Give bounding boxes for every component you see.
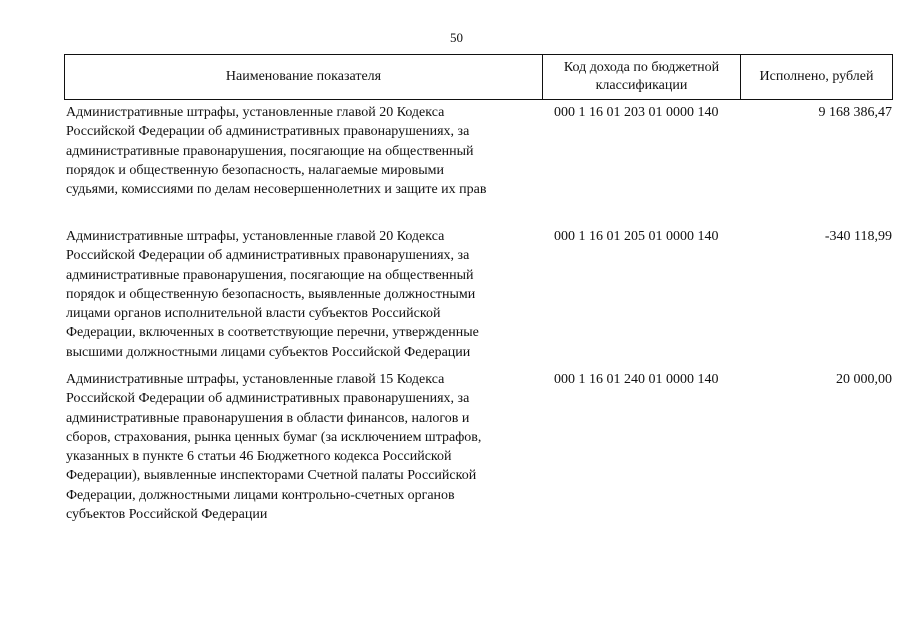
- row-name-line: лицами органов исполнительной власти субъектов Российской: [66, 306, 441, 322]
- row-name-line: Российской Федерации об административных правонарушениях, за: [66, 124, 470, 140]
- row-name-line: Федерации), выявленные инспекторами Счетной палаты Российской: [66, 468, 477, 484]
- row-name-line: административные правонарушения, посягающие на общественный: [66, 143, 474, 159]
- row-name-line: Административные штрафы, установленные главой 15 Кодекса: [66, 372, 445, 387]
- row-code: 000 1 16 01 203 01 0000 140: [554, 105, 719, 120]
- row-name-line: субъектов Российской Федерации: [66, 507, 268, 523]
- column-header-name: Наименование показателя: [65, 55, 543, 99]
- row-name: [66, 227, 536, 362]
- row-amount: -340 118,99: [824, 229, 892, 244]
- row-name-line: административные правонарушения, посягающие на общественный: [66, 267, 474, 283]
- row-name-line: Федерации, должностными лицами контрольно-счетных органов: [66, 487, 455, 503]
- row-name-line: сборов, страхования, рынка ценных бумаг (за исключением штрафов,: [66, 429, 482, 445]
- row-name-line: Российской Федерации об административных правонарушениях, за: [66, 248, 470, 264]
- column-header-amount: Исполнено, рублей: [759, 69, 874, 84]
- row-name-line: судьями, комиссиями по делам несовершеннолетних и защите их прав: [66, 182, 487, 198]
- row-name-line: указанных в пункте 6 статьи 46 Бюджетного кодекса Российской: [66, 449, 452, 465]
- column-header-code: Код дохода по бюджетной классификации: [543, 55, 741, 99]
- row-code: 000 1 16 01 240 01 0000 140: [554, 372, 719, 387]
- row-amount: 20 000,00: [836, 372, 892, 387]
- row-name: [66, 370, 536, 524]
- row-name-line: Административные штрафы, установленные главой 20 Кодекса: [66, 105, 445, 120]
- row-amount: 9 168 386,47: [818, 105, 892, 120]
- row-name-line: высшими должностными лицами субъектов Российской Федерации: [66, 344, 471, 360]
- table-header: [64, 54, 893, 100]
- row-name: [66, 103, 536, 199]
- row-name-line: административные правонарушения в области финансов, налогов и: [66, 410, 470, 426]
- row-name-line: порядок и общественную безопасность, выявленные должностными: [66, 286, 476, 302]
- page-number: 50: [450, 30, 463, 45]
- row-name-line: Федерации, включенных в соответствующие перечни, утвержденные: [66, 325, 479, 341]
- row-name-line: Административные штрафы, установленные главой 20 Кодекса: [66, 229, 445, 244]
- row-name-line: порядок и общественную безопасность, налагаемые мировыми: [66, 162, 444, 178]
- row-name-line: Российской Федерации об административных правонарушениях, за: [66, 391, 470, 407]
- row-code: 000 1 16 01 205 01 0000 140: [554, 229, 719, 244]
